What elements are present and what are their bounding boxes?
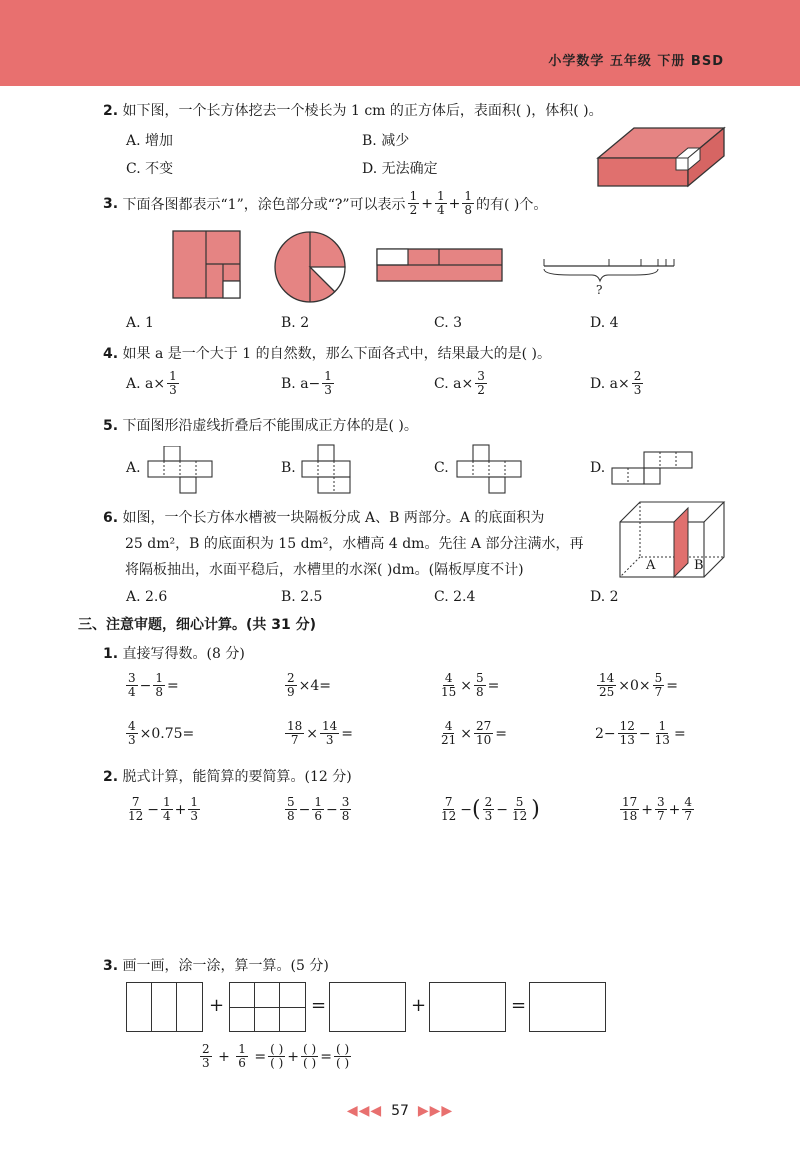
header-title: 小学数学 五年级 下册 BSD: [548, 54, 724, 69]
fraction: $\frac{1}{2}$: [409, 189, 418, 217]
cube-net-b: [300, 444, 360, 496]
question-number: 2.: [103, 103, 119, 119]
calc-item: $\frac{3}{4}$ − $\frac{1}{8}$ =: [128, 671, 179, 699]
section-title: 三、注意审题，细心计算。(共 31 分): [78, 617, 317, 633]
calc-item: $\frac{7}{12}$ − ( $\frac{2}{3}$ − $\frac{5}{12}$ ): [441, 795, 540, 823]
calc-item: $\frac{17}{18}$ + $\frac{3}{7}$ + $\frac{4}{7}$: [622, 795, 693, 823]
cuboid-figure: [594, 126, 728, 188]
calc-item: $\frac{4}{3}$ ×0.75=: [128, 719, 195, 747]
question-text: 下面各图都表示“1”，涂色部分或“?”可以表示: [122, 196, 406, 213]
question-text: 如果 a 是一个大于 1 的自然数，那么下面各式中，结果最大的是( )。: [122, 346, 551, 362]
fraction: $\frac{1}{4}$: [436, 189, 445, 217]
calc-item: 2− $\frac{12}{13}$ − $\frac{1}{13}$ =: [595, 719, 686, 747]
page-number: 57: [391, 1103, 409, 1119]
option-c: C. 3: [434, 315, 463, 331]
fraction: $\frac{1}{8}$: [464, 189, 472, 217]
question-2: [103, 100, 603, 120]
calc-item: $\frac{4}{21}$ × $\frac{27}{10}$ =: [441, 719, 508, 747]
question-text-line: 如图，一个长方体水槽被一块隔板分成 A、B 两部分。A 的底面积为: [122, 510, 545, 526]
water-tank-figure: [618, 500, 726, 580]
answer-fraction: $\frac{( )}{( )}$: [270, 1042, 284, 1070]
number-line-figure: [540, 256, 680, 296]
option-a: A. a× $\frac{1}{3}$: [126, 369, 177, 397]
option-d: D. a× $\frac{2}{3}$: [590, 369, 642, 397]
calc-3-heading: 3. 画一画，涂一涂，算一算。(5 分): [103, 958, 329, 974]
question-text: 的有( )个。: [475, 196, 548, 213]
right-arrows-icon: ▶▶▶: [417, 1103, 454, 1119]
option-a: A. 增加: [126, 133, 174, 149]
question-number: 5.: [103, 418, 119, 434]
square-figure: [172, 230, 242, 300]
option-b: B. 减少: [362, 133, 410, 149]
plus-sign: +: [209, 995, 225, 1016]
cube-net-c: [455, 444, 535, 496]
question-4: [103, 343, 551, 363]
option-d: D.: [590, 460, 606, 476]
plus-sign: +: [411, 995, 427, 1016]
label-a: A: [646, 558, 656, 573]
calc-1-heading: 1. 直接写得数。(8 分): [103, 646, 245, 662]
question-text-line: 将隔板抽出，水面平稳后，水槽里的水深( )dm。(隔板厚度不计): [125, 562, 524, 578]
header-band: [0, 0, 800, 86]
option-d: D. 无法确定: [362, 161, 438, 177]
option-c: C. 2.4: [434, 589, 476, 605]
option-a: A.: [126, 460, 141, 476]
option-a: A. 2.6: [126, 589, 168, 605]
drawing-box-blank[interactable]: [329, 982, 406, 1032]
left-arrows-icon: ◀◀◀: [346, 1103, 383, 1119]
drawing-box-sixths[interactable]: [229, 982, 306, 1032]
option-d: D. 4: [590, 315, 619, 331]
question-text: 下面图形沿虚线折叠后不能围成正方体的是( )。: [122, 418, 418, 434]
question-3: 3. 下面各图都表示“1”，涂色部分或“?”可以表示 $\frac{1}{2}$ + $\frac{1}{4}$ + $\frac{1}{8}$ 的有( )个。: [103, 189, 548, 217]
calc-3-equation: $\frac{2}{3}$ + $\frac{1}{6}$ = $\frac{( )}{( )}$ + $\frac{( )}{( )}$ = $\frac{( )}{( )}$: [202, 1042, 350, 1070]
option-b: B. 2: [281, 315, 310, 331]
circle-figure: [273, 230, 347, 304]
calc-item: $\frac{5}{8}$ − $\frac{1}{6}$ − $\frac{3}{8}$: [287, 795, 350, 823]
calc-item: $\frac{2}{9}$ ×4=: [287, 671, 332, 699]
question-text-line: 25 dm²，B 的底面积为 15 dm²，水槽高 4 dm。先往 A 部分注满水，再: [125, 536, 584, 552]
option-c: C. 不变: [126, 161, 174, 177]
calc-item: $\frac{4}{15}$ × $\frac{5}{8}$ =: [441, 671, 500, 699]
calc-2-heading: 2. 脱式计算，能简算的要简算。(12 分): [103, 769, 352, 785]
question-number: 4.: [103, 346, 119, 362]
option-b: B. a− $\frac{1}{3}$: [281, 369, 332, 397]
option-d: D. 2: [590, 589, 619, 605]
answer-fraction: $\frac{( )}{( )}$: [303, 1042, 317, 1070]
cube-net-d: [610, 448, 694, 488]
question-mark-label: ?: [596, 283, 603, 297]
option-b: B.: [281, 460, 296, 476]
equals-sign: =: [311, 995, 327, 1016]
question-number: 6.: [103, 510, 119, 526]
option-c: C. a× $\frac{3}{2}$: [434, 369, 485, 397]
question-number: 3.: [103, 195, 119, 212]
question-5: [103, 415, 418, 435]
calc-item: $\frac{14}{25}$ ×0× $\frac{5}{7}$ =: [599, 671, 679, 699]
option-c: C.: [434, 460, 449, 476]
question-text: 如下图，一个长方体挖去一个棱长为 1 cm 的正方体后，表面积( )，体积( )。: [122, 103, 603, 119]
equals-sign: =: [511, 995, 527, 1016]
question-6: [103, 505, 583, 583]
calc-item: $\frac{7}{12}$ − $\frac{1}{4}$ + $\frac{1}{3}$: [128, 795, 199, 823]
option-a: A. 1: [126, 315, 154, 331]
cube-net-a: [146, 446, 216, 494]
page-footer: [0, 1103, 800, 1119]
option-b: B. 2.5: [281, 589, 323, 605]
answer-fraction: $\frac{( )}{( )}$: [335, 1042, 350, 1070]
calc-item: $\frac{18}{7}$ × $\frac{14}{3}$ =: [287, 719, 354, 747]
bar-figure: [376, 248, 504, 284]
drawing-box-blank[interactable]: [529, 982, 606, 1032]
drawing-box-blank[interactable]: [429, 982, 506, 1032]
label-b: B: [694, 558, 704, 573]
drawing-box-thirds[interactable]: [126, 982, 203, 1032]
